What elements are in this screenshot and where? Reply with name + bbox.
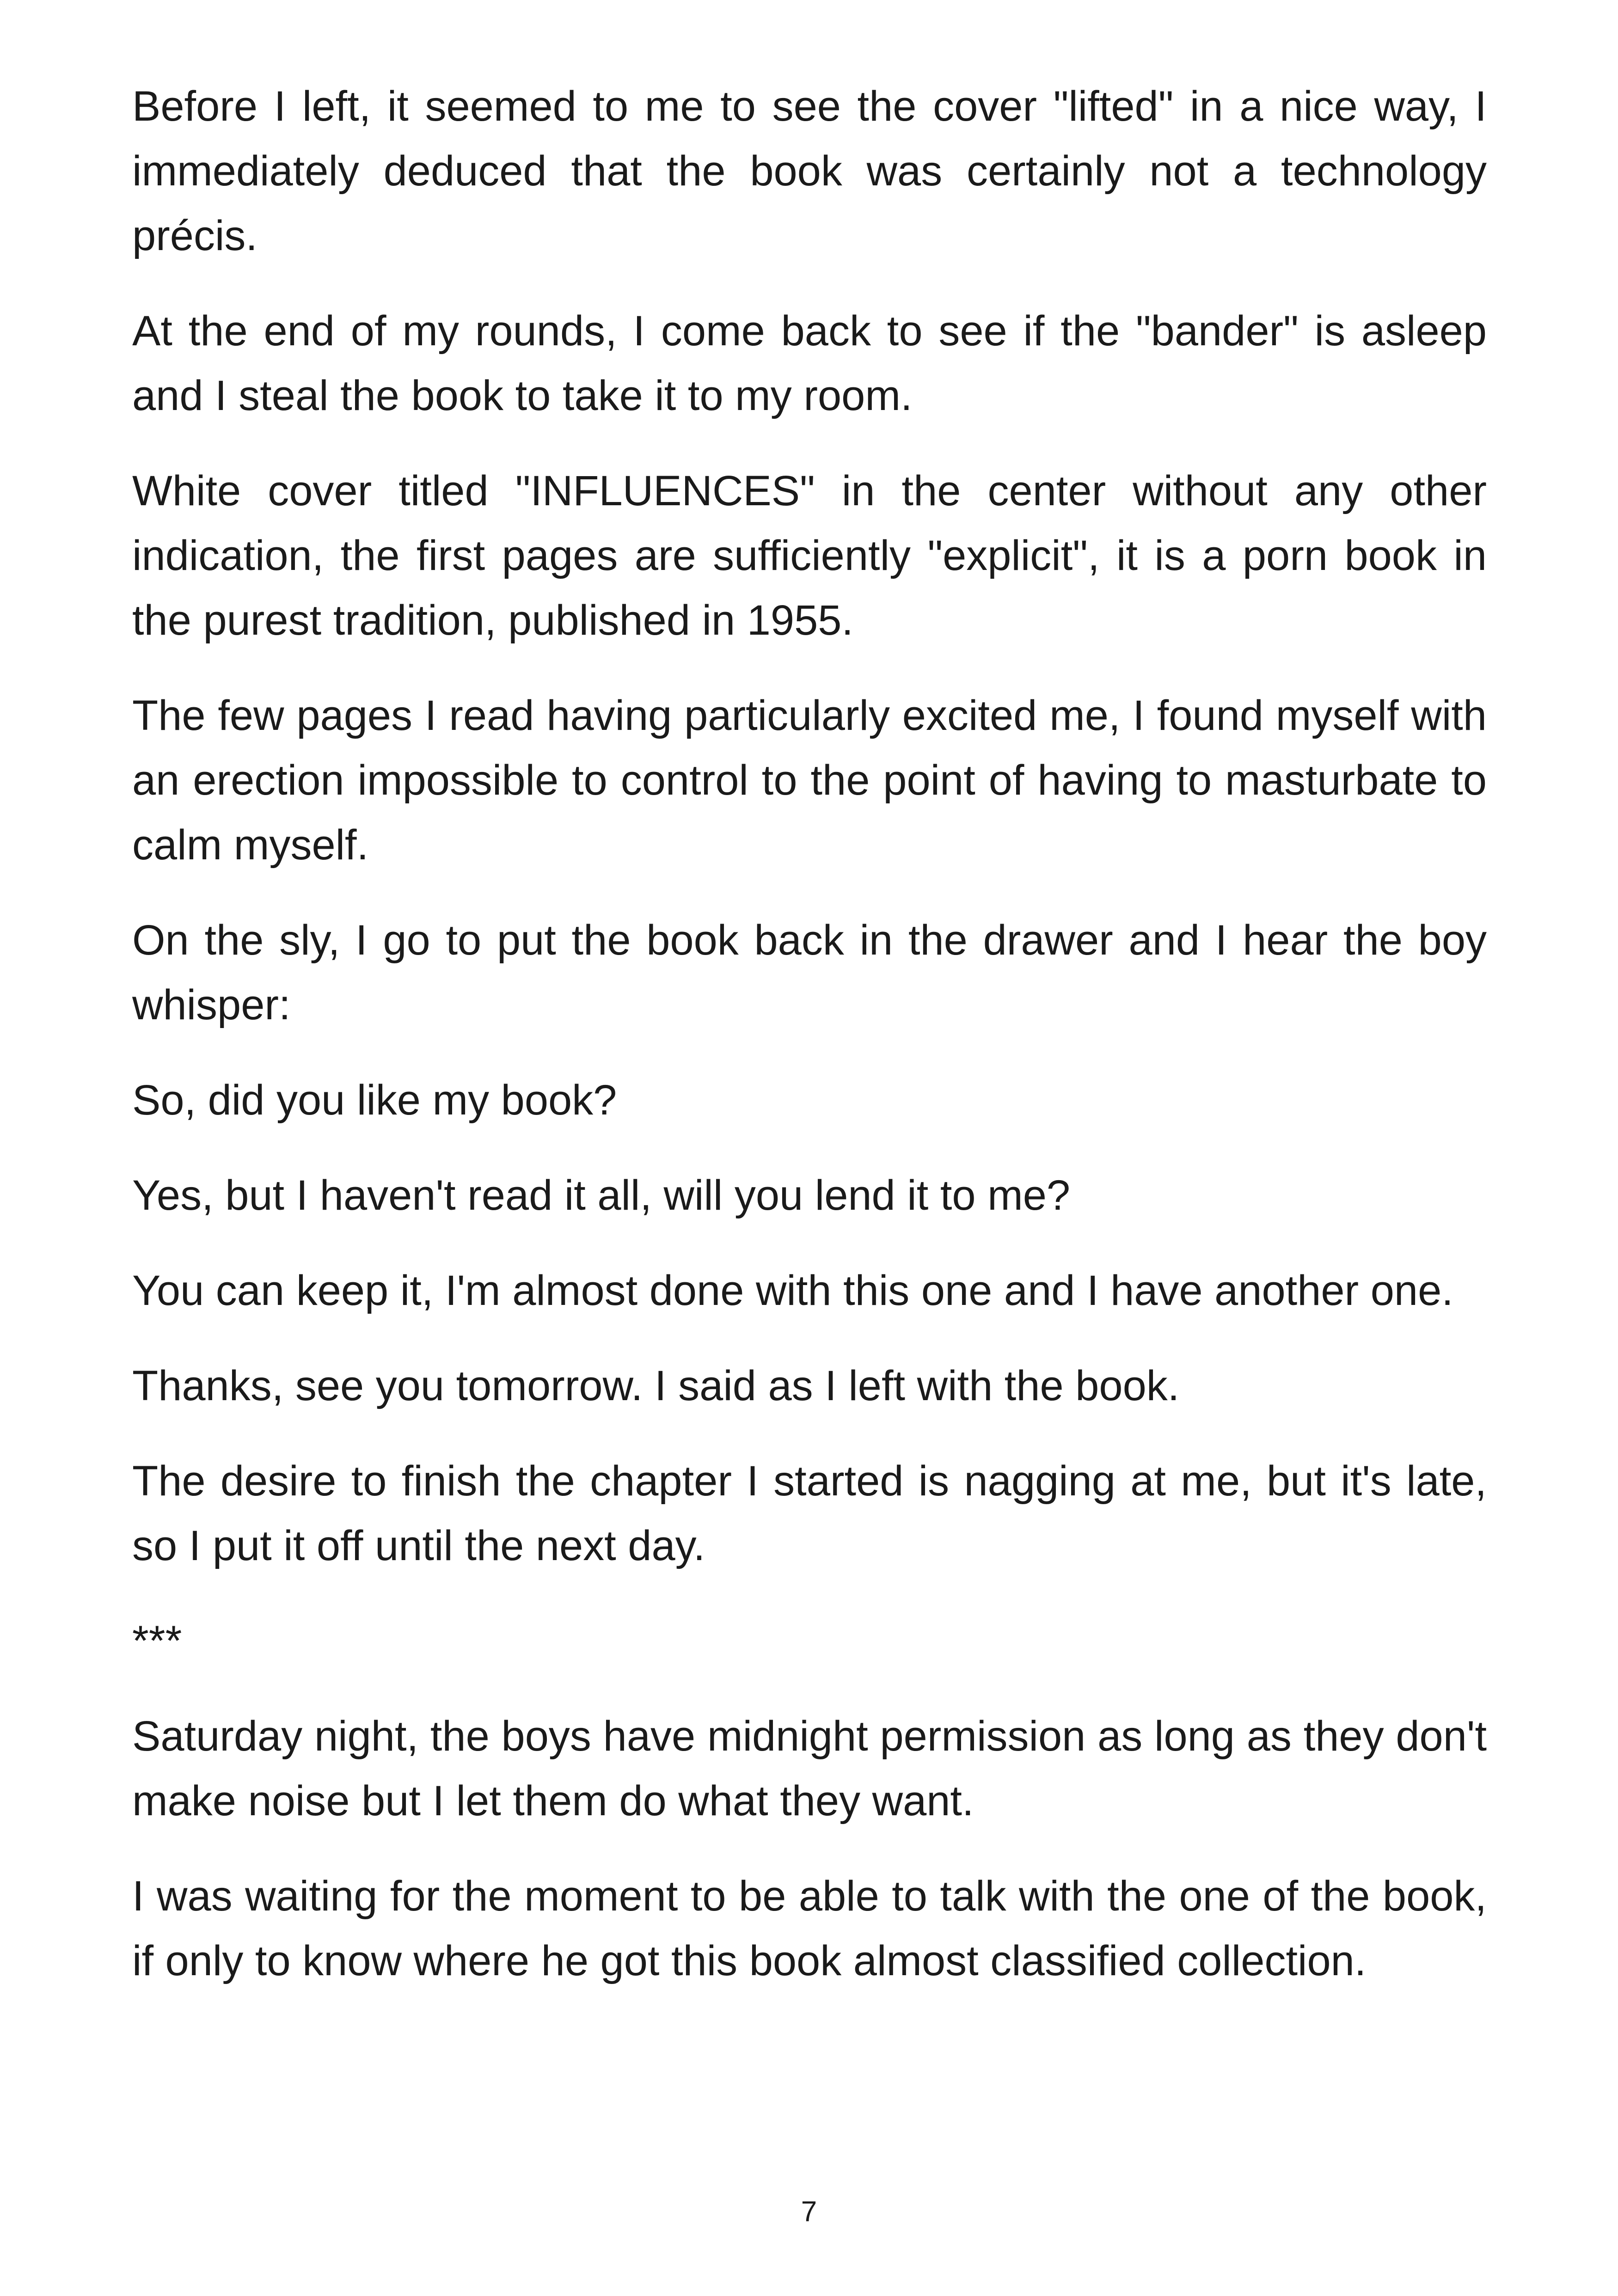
paragraph: Thanks, see you tomorrow. I said as I left with the book. (132, 1362, 1180, 1409)
section-break: *** (132, 1617, 182, 1665)
paragraph: I was waiting for the moment to be able to talk with the one of the book, if only to know where he got this book almost classified collection. (132, 1873, 1487, 1984)
paragraph: At the end of my rounds, I come back to see if the "bander" is asleep and I steal the book to take it to my room. (132, 307, 1487, 419)
page-number: 7 (801, 2196, 817, 2228)
paragraph: Saturday night, the boys have midnight permission as long as they don't make noise but I let them do what they want. (132, 1713, 1487, 1825)
paragraph: So, did you like my book? (132, 1077, 617, 1124)
paragraph: On the sly, I go to put the book back in the drawer and I hear the boy whisper: (132, 917, 1487, 1029)
paragraph: You can keep it, I'm almost done with this one and I have another one. (132, 1267, 1453, 1314)
paragraph: The desire to finish the chapter I started is nagging at me, but it's late, so I put it off until the next day. (132, 1457, 1487, 1569)
paragraph: White cover titled "INFLUENCES" in the center without any other indication, the first pages are sufficiently "explicit", it is a porn book in the purest tradition, published in 1955. (132, 467, 1487, 644)
paragraph: Before I left, it seemed to me to see the cover "lifted" in a nice way, I immediately deduced that the book was certainly not a technology précis. (132, 83, 1487, 259)
body-text (132, 74, 1487, 2024)
paragraph: Yes, but I haven't read it all, will you lend it to me? (132, 1172, 1071, 1219)
paragraph: The few pages I read having particularly excited me, I found myself with an erection impossible to control to the point of having to masturbate to calm myself. (132, 692, 1487, 869)
